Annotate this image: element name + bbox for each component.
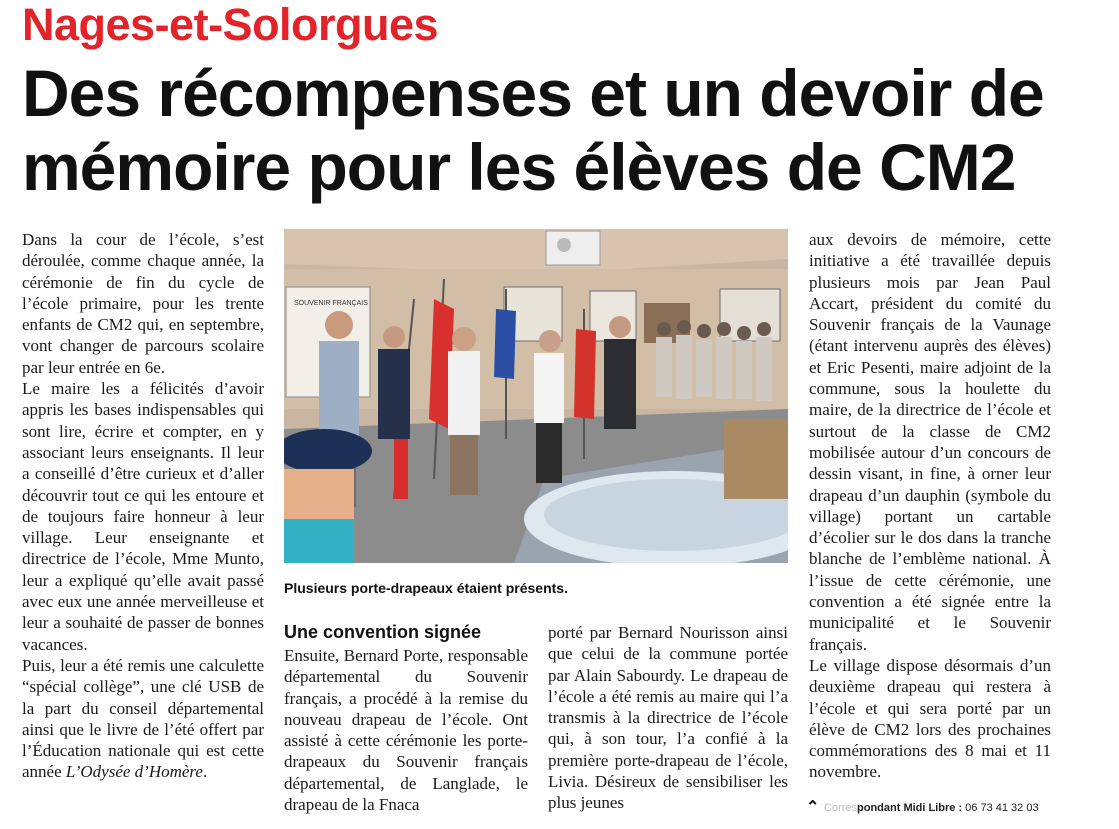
section-subhead: Une convention signée [284,622,482,642]
article-column-2 [284,622,528,815]
chevron-up-icon[interactable]: ⌃ [806,799,820,817]
article-kicker: Nages-et-Solorgues [22,0,439,50]
article-column-1 [22,229,264,783]
photo-caption: Plusieurs porte-drapeaux étaient présents. [284,580,568,596]
paragraph-initiative: aux devoirs de mémoire, cette initiative a été travaillée depuis plusieurs mois par Jean Paul Accart, président du comité du Souvenir français de la Vaunage (étant intervenu auprès des élèves) et Eric Pesenti, maire adjoint de la commune, sous la houlette du maire, de la directrice de l’école et surtout de la classe de CM2 mobilisée autour d’un concours de dessin visant, in fine, à orner leur drapeau d’un dauphin (symbole du village) portant un cartable d’écolier sur le dos dans la tranche blanche de l’emblème national. À l’issue de cette cérémonie, une convention a été signée entre la municipalité et le Souvenir français. [809,230,1051,654]
gifts-text: Puis, leur a été remis une calculette “spécial collège”, une clé USB de la part du conseil départemental ainsi que le livre de l’été offert par l’Éducation nationale qui est cette année [22,655,264,782]
article-headline: Des récompenses et un devoir de mémoire pour les élèves de CM2 [22,56,1044,204]
gifts-end: . [202,762,208,782]
book-title: L’Odysée d’Homère [65,762,203,782]
ceremony-photo [284,229,788,563]
correspondent-credit [806,797,1106,819]
article-column-4 [809,229,1051,783]
paragraph-flags: porté par Bernard Nourisson ainsi que celui de la commune portée par Alain Sabourdy. Le drapeau de l’école a été remis au maire qui l’a transmis à la directrice de l’école qui, à son tour, l’a confié à la première porte-drapeau de l’école, Livia. Désireux de sensibiliser les plus jeunes [548,623,788,813]
credit-phone: 06 73 41 32 03 [965,802,1039,814]
photo-illustration [284,229,788,563]
article-column-3 [548,622,788,814]
paragraph-convention: Ensuite, Bernard Porte, responsable départemental du Souvenir français, a procédé à la remise du nouveau drapeau de l’école. Ont assisté à cette cérémonie les porte-drapeaux du Souvenir français départemental, de Langlade, le drapeau de la Fnaca [284,646,528,815]
sign-text: SOUVENIR FRANÇAIS [294,300,368,307]
paragraph-mayor: Le maire les a félicités d’avoir appris les bases indispensables qui sont lire, écrire et compter, en y associant leurs enseignants. Il leur a conseillé d’être curieux et d’aller découvrir tout ce qui les entoure et de toujours faire honneur à leur village. Leur enseignante et directrice de l’école, Mme Munto, leur a expliqué qu’elle avait passé avec eux une année merveilleuse et leur a souhaité de passer de bonnes vacances. [22,379,264,654]
credit-faded-text: Corres [824,802,858,814]
paragraph-intro: Dans la cour de l’école, s’est déroulée, comme chaque année, la cérémonie de fin du cycle de l’école primaire, pour les trente enfants de CM2 qui, en septembre, vont changer de parcours scolaire par leur entrée en 6e. [22,230,264,377]
credit-label: pondant Midi Libre : [857,802,966,814]
paragraph-second-flag: Le village dispose désormais d’un deuxième drapeau qui restera à l’école et qui sera porté par un élève de CM2 lors des prochaines commémorations des 8 mai et 11 novembre. [809,655,1051,782]
paragraph-gifts [22,655,264,783]
